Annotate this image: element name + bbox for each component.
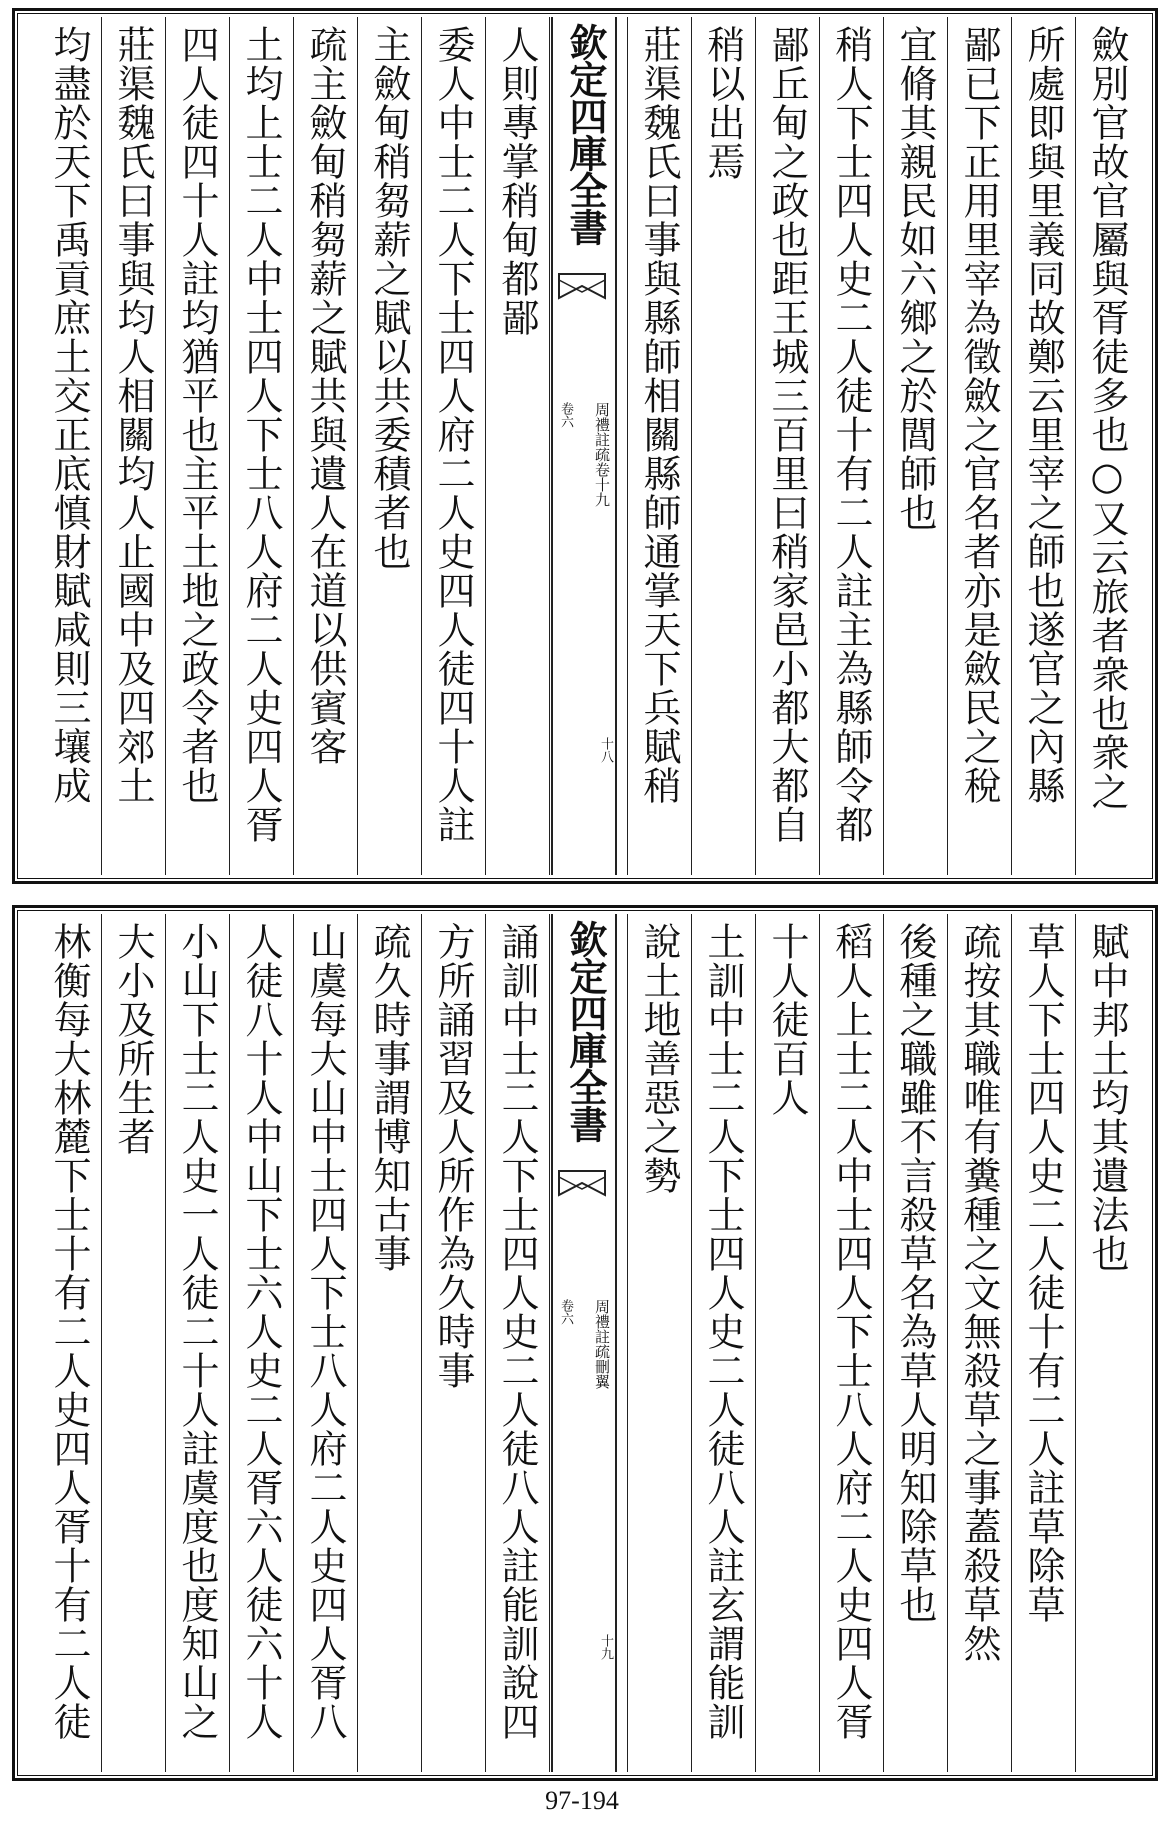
- top-fish-tail-ornament: [557, 272, 607, 302]
- text-column: 稻人上士二人中士四人下士八人府二人史四人胥: [829, 922, 873, 1741]
- text-column: 稍人下士四人史二人徒十有二人註主為縣師令都: [829, 25, 873, 844]
- text-column: 大小及所生者: [111, 922, 155, 1156]
- column-rule: [357, 914, 358, 1772]
- column-rule: [293, 914, 294, 1772]
- column-rule: [549, 17, 550, 875]
- column-rule: [485, 17, 486, 875]
- column-rule: [421, 914, 422, 1772]
- text-column: 均盡於天下禹貢庶土交正底慎財賦咸則三壤成: [47, 25, 91, 805]
- column-rule: [165, 914, 166, 1772]
- column-rule: [165, 17, 166, 875]
- footer-page-number: 97-194: [545, 1786, 619, 1815]
- column-rule: [357, 17, 358, 875]
- top-book-title: 周禮註疏卷十九: [593, 402, 611, 507]
- text-column: 莊渠魏氏曰事與均人相關均人止國中及四郊土: [111, 25, 155, 805]
- column-rule: [101, 914, 102, 1772]
- bottom-banner-title: 欽定四庫全書: [563, 920, 608, 1142]
- text-column: 莊渠魏氏曰事與縣師相關縣師通掌天下兵賦稍: [637, 25, 681, 805]
- text-column: 小山下士二人史一人徒二十人註虞度也度知山之: [175, 922, 219, 1741]
- text-column: 土訓中士二人下士四人史二人徒八人註玄謂能訓: [701, 922, 745, 1741]
- text-column: 委人中士二人下士四人府二人史四人徒四十人註: [431, 25, 475, 844]
- bottom-center-banner-column: [551, 914, 617, 1772]
- column-rule: [293, 17, 294, 875]
- text-column: 疏久時事謂博知古事: [367, 922, 411, 1273]
- text-column: 十人徒百人: [765, 922, 809, 1117]
- column-rule: [421, 17, 422, 875]
- text-column: 方所誦習及人所作為久時事: [431, 922, 475, 1390]
- top-volume-label: 卷六: [558, 402, 573, 428]
- text-column: 疏按其職唯有糞種之文無殺草之事蓋殺草然: [957, 922, 1001, 1663]
- text-column: 疏主斂甸稍芻薪之賦共與遺人在道以供賓客: [303, 25, 347, 766]
- text-column: 土均上士二人中士四人下士八人府二人史四人胥: [239, 25, 283, 844]
- text-column: 斂別官故官屬與胥徒多也○又云旅者衆也衆之: [1085, 25, 1129, 811]
- top-center-banner-column: [551, 17, 617, 875]
- text-column: 人則專掌稍甸都鄙: [495, 25, 539, 337]
- column-rule: [549, 914, 550, 1772]
- bottom-page-panel: [12, 905, 1158, 1781]
- text-column: 林衡每大林麓下士十有二人史四人胥十有二人徒: [47, 922, 91, 1741]
- text-column: 鄙丘甸之政也距王城三百里曰稍家邑小都大都自: [765, 25, 809, 844]
- top-page-panel: [12, 8, 1158, 884]
- bottom-volume-label: 卷六: [558, 1299, 573, 1325]
- text-column: 草人下士四人史二人徒十有二人註草除草: [1021, 922, 1065, 1624]
- column-rule: [101, 17, 102, 875]
- bottom-book-title: 周禮註疏刪翼: [593, 1299, 611, 1389]
- text-column: 山虞每大山中士四人下士八人府二人史四人胥八: [303, 922, 347, 1741]
- text-column: 所處即與里義同故鄭云里宰之師也遂官之內縣: [1021, 25, 1065, 805]
- text-column: 四人徒四十人註均猶平也主平土地之政令者也: [175, 25, 219, 805]
- text-column: 後種之職雖不言殺草名為草人明知除草也: [893, 922, 937, 1624]
- column-rule: [485, 914, 486, 1772]
- column-rule: [229, 914, 230, 1772]
- text-column: 稍以出焉: [701, 25, 745, 181]
- text-column: 說土地善惡之勢: [637, 922, 681, 1195]
- top-banner-title: 欽定四庫全書: [563, 23, 608, 245]
- text-column: 鄙已下正用里宰為徵斂之官名者亦是斂民之稅: [957, 25, 1001, 805]
- text-column: 賦中邦土均其遺法也: [1085, 922, 1129, 1273]
- text-column: 誦訓中士二人下士四人史二人徒八人註能訓說四: [495, 922, 539, 1741]
- bottom-fish-tail-ornament: [557, 1169, 607, 1199]
- top-page-marker: 十八: [598, 737, 613, 763]
- column-rule: [229, 17, 230, 875]
- text-column: 主斂甸稍芻薪之賦以共委積者也: [367, 25, 411, 571]
- text-column: 人徒八十人中山下士六人史二人胥六人徒六十人: [239, 922, 283, 1741]
- text-column: 宜脩其親民如六鄉之於閭師也: [893, 25, 937, 532]
- bottom-page-marker: 十九: [598, 1634, 613, 1660]
